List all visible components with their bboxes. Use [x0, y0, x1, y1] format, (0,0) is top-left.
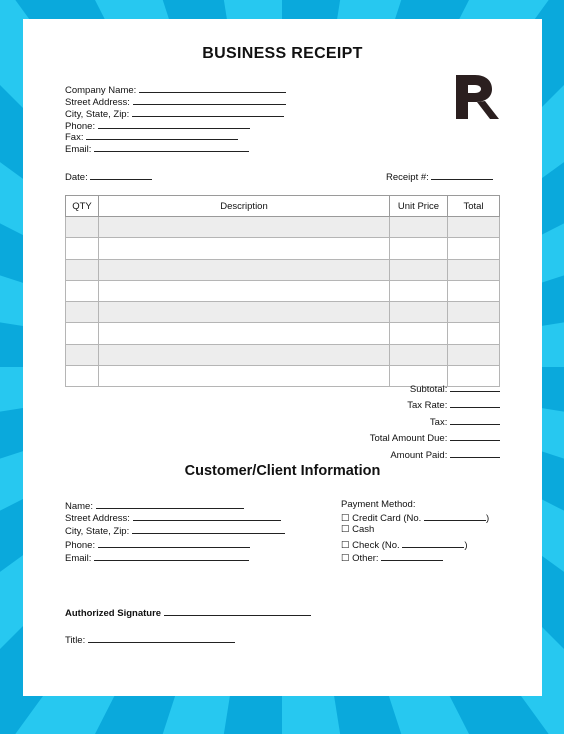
- items-table: [65, 195, 500, 387]
- customer-street-field[interactable]: [65, 511, 281, 524]
- document-title: BUSINESS RECEIPT: [202, 45, 363, 62]
- amount-paid-field[interactable]: [390, 448, 500, 461]
- company-email-label: Email:: [65, 144, 92, 155]
- qty-header: QTY: [66, 196, 99, 217]
- tax-field[interactable]: [430, 415, 500, 428]
- total-cell[interactable]: [448, 259, 500, 280]
- credit-card-option[interactable]: [341, 511, 489, 524]
- total-cell[interactable]: [448, 280, 500, 301]
- table-row: [66, 280, 500, 301]
- unit-price-cell[interactable]: [390, 323, 448, 344]
- unit-price-cell[interactable]: [390, 344, 448, 365]
- check-option[interactable]: [341, 538, 467, 551]
- total-cell[interactable]: [448, 323, 500, 344]
- cash-option[interactable]: ☐ Cash: [341, 524, 375, 535]
- description-cell[interactable]: [99, 280, 390, 301]
- description-cell[interactable]: [99, 344, 390, 365]
- company-city-label: City, State, Zip:: [65, 109, 130, 120]
- qty-cell[interactable]: [66, 344, 99, 365]
- subtotal-field[interactable]: [410, 382, 500, 395]
- table-row: [66, 238, 500, 259]
- date-field[interactable]: [65, 170, 152, 183]
- table-header-row: [66, 196, 500, 217]
- total-cell[interactable]: [448, 217, 500, 238]
- amount-paid-label: Amount Paid:: [390, 450, 448, 461]
- company-logo: [453, 71, 499, 128]
- unit-price-cell[interactable]: [390, 280, 448, 301]
- description-cell[interactable]: [99, 217, 390, 238]
- table-row: [66, 217, 500, 238]
- table-row: [66, 302, 500, 323]
- signature-field[interactable]: [65, 606, 311, 619]
- qty-cell[interactable]: [66, 217, 99, 238]
- signature-label: Authorized Signature: [65, 608, 162, 619]
- payment-method-label: Payment Method:: [341, 499, 416, 510]
- subtotal-label: Subtotal:: [409, 384, 448, 395]
- total-header: Total: [448, 196, 500, 217]
- description-cell[interactable]: [99, 238, 390, 259]
- description-cell[interactable]: [99, 323, 390, 344]
- total-cell[interactable]: [448, 344, 500, 365]
- unit-price-cell[interactable]: [390, 302, 448, 323]
- description-cell[interactable]: [99, 302, 390, 323]
- unit-price-header: Unit Price: [390, 196, 448, 217]
- qty-cell[interactable]: [66, 366, 99, 387]
- total-due-label: Total Amount Due:: [369, 433, 448, 444]
- title-label: Title:: [65, 635, 86, 646]
- company-phone-label: Phone:: [65, 121, 96, 132]
- company-street-label: Street Address:: [65, 97, 130, 108]
- description-header: Description: [99, 196, 390, 217]
- customer-email-label: Email:: [65, 553, 92, 564]
- qty-cell[interactable]: [66, 302, 99, 323]
- title-field[interactable]: [65, 633, 235, 646]
- customer-city-label: City, State, Zip:: [65, 526, 130, 537]
- qty-cell[interactable]: [66, 323, 99, 344]
- receipt-number-label: Receipt #:: [386, 172, 429, 183]
- table-row: [66, 323, 500, 344]
- customer-street-label: Street Address:: [65, 513, 130, 524]
- check-close: ): [464, 540, 468, 551]
- tax-rate-field[interactable]: [407, 398, 500, 411]
- company-fax-label: Fax:: [65, 132, 84, 143]
- customer-section-title: Customer/Client Information: [184, 463, 381, 479]
- customer-name-label: Name:: [65, 501, 93, 512]
- other-label: ☐ Other:: [341, 553, 379, 564]
- receipt-number-field[interactable]: [386, 170, 493, 183]
- unit-price-cell[interactable]: [390, 217, 448, 238]
- customer-phone-field[interactable]: [65, 538, 250, 551]
- customer-city-field[interactable]: [65, 524, 285, 537]
- company-email-field[interactable]: [65, 142, 249, 155]
- unit-price-cell[interactable]: [390, 238, 448, 259]
- total-cell[interactable]: [448, 238, 500, 259]
- credit-card-close: ): [485, 513, 490, 524]
- qty-cell[interactable]: [66, 238, 99, 259]
- description-cell[interactable]: [99, 366, 390, 387]
- check-label: ☐ Check (No.: [341, 540, 400, 551]
- unit-price-cell[interactable]: [390, 259, 448, 280]
- company-name-label: Company Name:: [65, 85, 137, 96]
- total-cell[interactable]: [448, 302, 500, 323]
- credit-card-label: ☐ Credit Card (No.: [341, 513, 422, 524]
- customer-email-field[interactable]: [65, 551, 249, 564]
- tax-rate-label: Tax Rate:: [407, 400, 448, 411]
- total-due-field[interactable]: [370, 431, 500, 444]
- date-label: Date:: [65, 172, 88, 183]
- table-row: [66, 259, 500, 280]
- receipt-page: [23, 19, 542, 696]
- table-row: [66, 344, 500, 365]
- qty-cell[interactable]: [66, 280, 99, 301]
- description-cell[interactable]: [99, 259, 390, 280]
- customer-phone-label: Phone:: [65, 540, 96, 551]
- tax-label: Tax:: [429, 417, 448, 428]
- qty-cell[interactable]: [66, 259, 99, 280]
- other-option[interactable]: [341, 551, 443, 564]
